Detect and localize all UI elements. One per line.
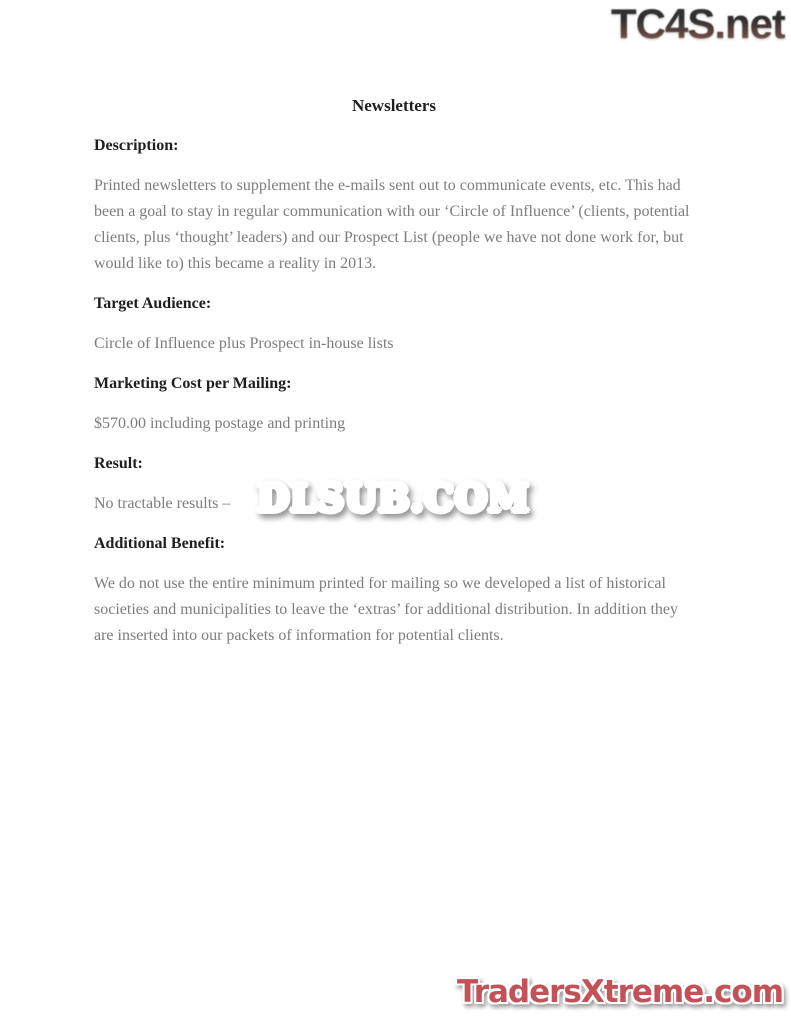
section-additional-benefit-body: We do not use the entire minimum printed for mailing so we developed a list of historical societies and municipalities to leave the ‘extras’ for additional distribution. In addition they are inserted into our packets of information for potential clients. (94, 575, 678, 644)
document-body (94, 0, 694, 663)
section-description-body: Printed newsletters to supplement the e-mails sent out to communicate events, etc. This had been a goal to stay in regular communication with our ‘Circle of Influence’ (clients, potential clients, plus ‘thought’ leaders) and our Prospect List (people we have not done work for, but would like to) this became a reality in 2013. (94, 177, 690, 272)
section-result-heading: Result: (94, 455, 143, 472)
section-marketing-cost-heading: Marketing Cost per Mailing: (94, 375, 292, 392)
page-title: Newsletters (351, 96, 436, 115)
tc4s-logo: TC4S.net (610, 0, 785, 47)
section-result-body: No tractable results – (94, 495, 231, 512)
tradersxtreme-watermark: TradersXtreme.com (456, 974, 783, 1010)
section-target-audience-body: Circle of Influence plus Prospect in-house lists (94, 335, 394, 352)
section-additional-benefit-heading: Additional Benefit: (94, 535, 226, 552)
section-target-audience-heading: Target Audience: (94, 295, 212, 312)
dlsub-watermark: DLSUB.COM (257, 476, 530, 520)
section-description-heading: Description: (94, 137, 179, 154)
section-marketing-cost-body: $570.00 including postage and printing (94, 415, 346, 432)
